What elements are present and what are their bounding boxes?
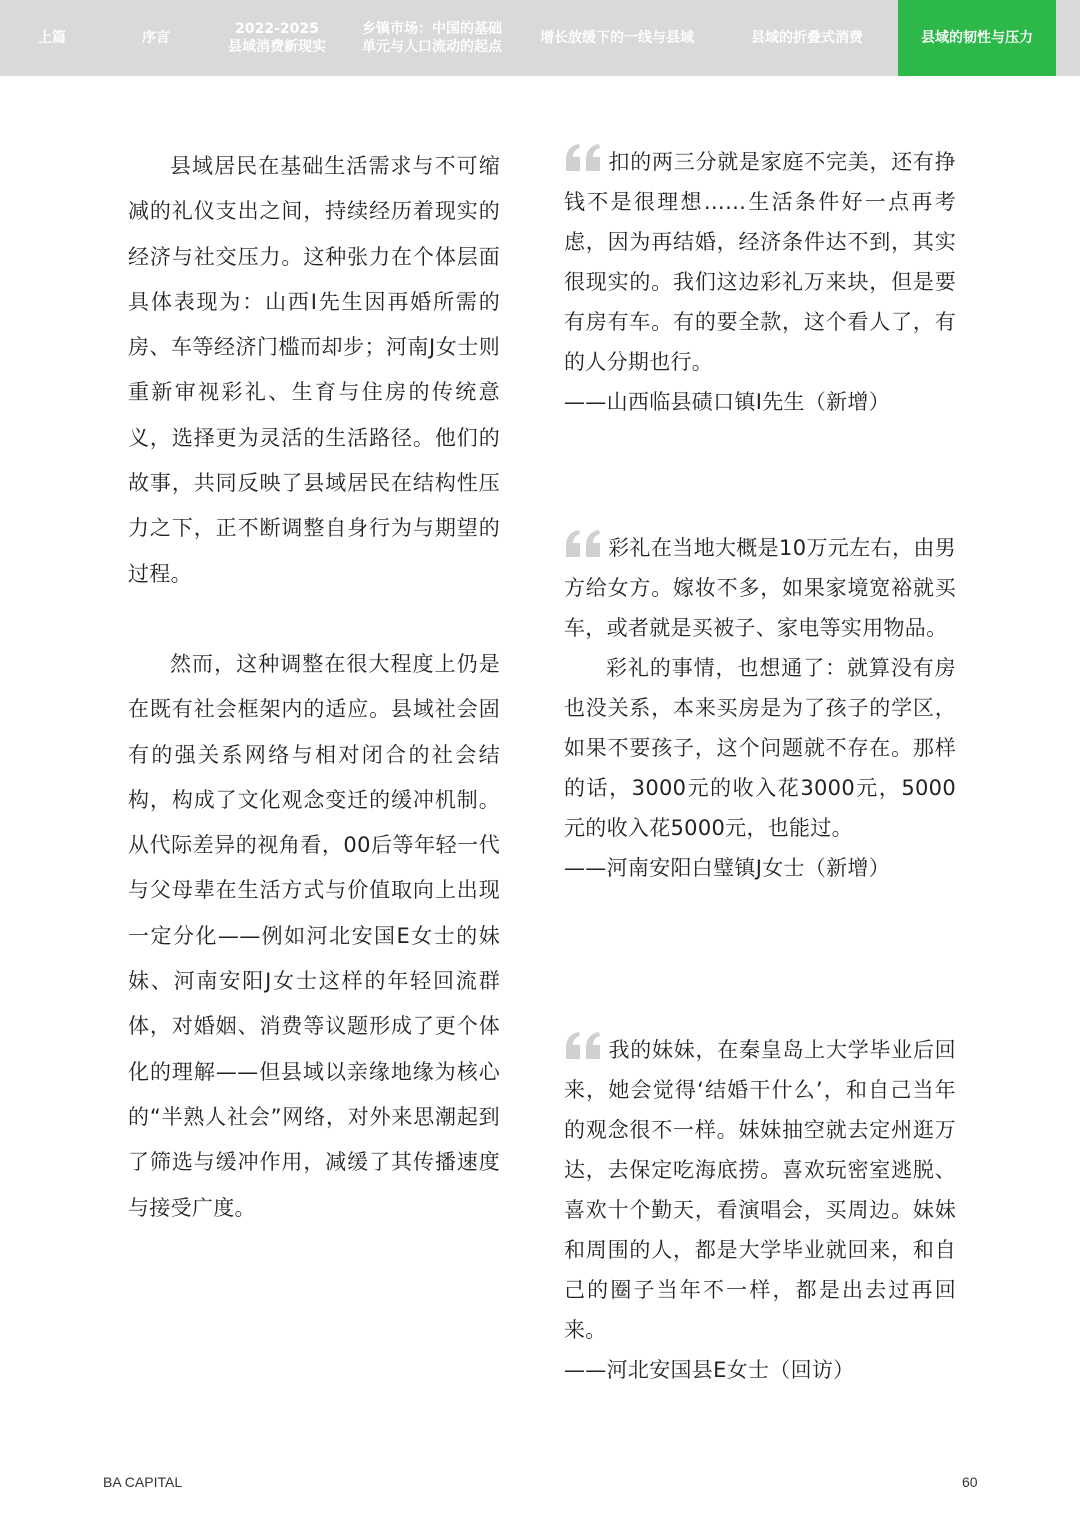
- body-paragraph: 然而，这种调整在很大程度上仍是在既有社会框架内的适应。县域社会固有的强关系网络与相对闭合的社会结构，构成了文化观念变迁的缓冲机制。从代际差异的视角看，00后等年轻一代与父母辈在生活方式与价值取向上出现一定分化——例如河北安国E女士的妹妹、河南安阳J女士这样的年轻回流群体，对婚姻、消费等议题形成了更个体化的理解——但县域以亲缘地缘为核心的“半熟人社会”网络，对外来思潮起到了筛选与缓冲作用，减缓了其传播速度与接受广度。: [128, 651, 500, 1220]
- interview-quote: [564, 142, 956, 422]
- tab-label-line2: 单元与人口流动的起点: [362, 39, 502, 55]
- quote-attribution: ——河北安国县E女士（回访）: [564, 1358, 855, 1382]
- tab-growth-slowdown[interactable]: [518, 0, 716, 76]
- tab-label: 县域的折叠式消费: [751, 30, 863, 46]
- tab-label: 上篇: [38, 30, 66, 46]
- tab-label: 序言: [142, 30, 170, 46]
- tab-folded-consumption[interactable]: [716, 0, 898, 76]
- section-nav: [0, 0, 1080, 76]
- quote-attribution: ——河南安阳白璧镇J女士（新增）: [564, 856, 890, 880]
- tab-label: 县域的韧性与压力: [921, 30, 1033, 46]
- quotation-mark-icon: [564, 1031, 604, 1061]
- quote-text: 扣的两三分就是家庭不完美，还有挣钱不是很理想……生活条件好一点再考虑，因为再结婚，经济条件达不到，其实很现实的。我们这边彩礼万来块，但是要有房有车。有的要全款，这个看人了，有的人分期也行。: [564, 150, 956, 374]
- tab-label-line2: 县域消费新现实: [228, 39, 326, 55]
- tab-preface[interactable]: [104, 0, 208, 76]
- quote-text: 彩礼的事情，也想通了：就算没有房也没关系，本来买房是为了孩子的学区，如果不要孩子，这个问题就不存在。那样的话，3000元的收入花3000元，5000元的收入花5000元，也能过。: [564, 656, 956, 840]
- interview-quote: [564, 528, 956, 888]
- quotation-mark-icon: [564, 529, 604, 559]
- quote-text: 彩礼在当地大概是10万元左右，由男方给女方。嫁妆不多，如果家境宽裕就买车，或者就是买被子、家电等实用物品。: [564, 536, 956, 640]
- tab-label-line1: 乡镇市场：中国的基础: [362, 21, 502, 37]
- tab-part-one[interactable]: [0, 0, 104, 76]
- tab-label-line1: 2022-2025: [235, 21, 319, 37]
- footer-brand: BA CAPITAL: [103, 1474, 183, 1490]
- quotation-mark-icon: [564, 143, 604, 173]
- quote-text: 我的妹妹，在秦皇岛上大学毕业后回来，她会觉得‘结婚干什么’，和自己当年的观念很不一样。妹妹抽空就去定州逛万达，去保定吃海底捞。喜欢玩密室逃脱、喜欢十个勤天，看演唱会，买周边。妹妹和周围的人，都是大学毕业就回来，和自己的圈子当年不一样，都是出去过再回来。: [564, 1038, 956, 1342]
- body-column: [128, 144, 500, 1231]
- tab-county-consumption-reality[interactable]: [208, 0, 346, 76]
- body-paragraph: 县域居民在基础生活需求与不可缩减的礼仪支出之间，持续经历着现实的经济与社交压力。这种张力在个体层面具体表现为：山西I先生因再婚所需的房、车等经济门槛而却步；河南J女士则重新审视彩礼、生育与住房的传统意义，选择更为灵活的生活路径。他们的故事，共同反映了县域居民在结构性压力之下，正不断调整自身行为与期望的过程。: [128, 154, 500, 586]
- tab-label: 增长放缓下的一线与县域: [540, 30, 694, 46]
- tab-township-market[interactable]: [346, 0, 518, 76]
- tab-resilience-and-pressure[interactable]: [898, 0, 1056, 76]
- quote-attribution: ——山西临县碛口镇I先生（新增）: [564, 390, 890, 414]
- page-number: 60: [962, 1474, 978, 1490]
- interview-quote: [564, 1030, 956, 1390]
